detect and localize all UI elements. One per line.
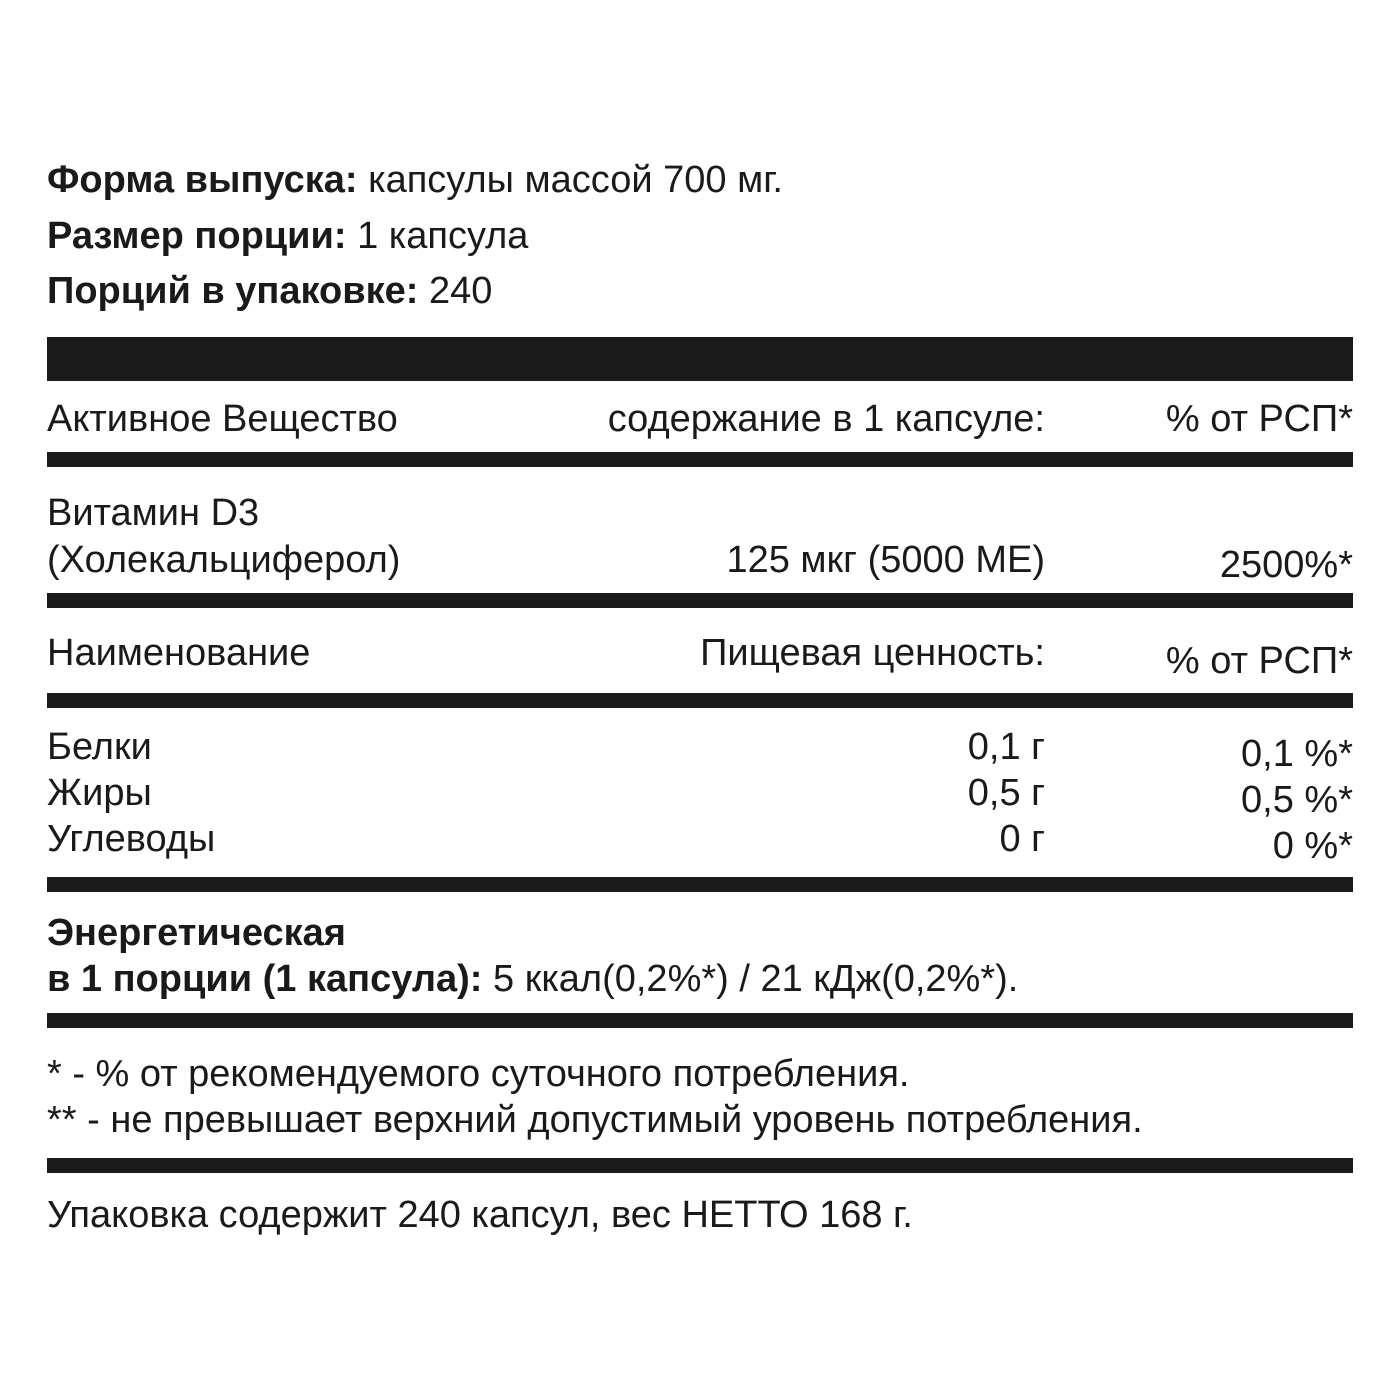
energy-label-line2: в 1 порции (1 капсула):: [47, 958, 483, 1000]
divider: [47, 593, 1353, 608]
divider: [47, 693, 1353, 708]
table-row-percent: 0,5 %*: [1241, 779, 1353, 821]
table-row-percent: 0 %*: [1272, 825, 1353, 867]
energy-label-line1: Энергетическая: [47, 912, 346, 954]
table-row-name: Жиры: [47, 772, 152, 814]
divider: [47, 452, 1353, 467]
serving-value: 1 капсула: [357, 215, 529, 257]
servings-line: [47, 268, 492, 314]
footnote: ** - не превышает верхний допустимый уровень потребления.: [47, 1099, 1143, 1141]
divider: [47, 877, 1353, 892]
energy-line: [47, 956, 1018, 1002]
divider: [47, 1013, 1353, 1028]
table-row-name: Белки: [47, 726, 152, 768]
form-label: Форма выпуска:: [47, 159, 358, 201]
nutrition-col-value: Пищевая ценность:: [700, 632, 1045, 674]
active-col-percent: % от РСП*: [1165, 398, 1353, 440]
vitamin-amount: 125 мкг (5000 МЕ): [726, 539, 1045, 581]
vitamin-name-line2: (Холекальциферол): [47, 539, 401, 581]
table-row-value: 0,5 г: [967, 772, 1045, 814]
energy-value: 5 ккал(0,2%*) / 21 кДж(0,2%*).: [493, 958, 1019, 1000]
table-row-value: 0 г: [999, 818, 1045, 860]
vitamin-percent: 2500%*: [1219, 544, 1353, 586]
footnote: * - % от рекомендуемого суточного потребления.: [47, 1053, 910, 1095]
package-note: Упаковка содержит 240 капсул, вес НЕТТО 168 г.: [47, 1194, 913, 1236]
vitamin-name-line1: Витамин D3: [47, 492, 260, 534]
top-divider: [47, 337, 1353, 381]
table-row-name: Углеводы: [47, 818, 216, 860]
divider: [47, 1158, 1353, 1173]
active-col-amount: содержание в 1 капсуле:: [607, 398, 1045, 440]
servings-value: 240: [428, 270, 493, 312]
form-line: [47, 157, 783, 203]
servings-label: Порций в упаковке:: [47, 270, 419, 312]
active-col-name: Активное Вещество: [47, 398, 398, 440]
serving-label: Размер порции:: [47, 215, 347, 257]
nutrition-col-name: Наименование: [47, 632, 311, 674]
table-row-percent: 0,1 %*: [1241, 733, 1353, 775]
serving-line: [47, 213, 528, 259]
table-row-value: 0,1 г: [967, 726, 1045, 768]
form-value: капсулы массой 700 мг.: [368, 159, 783, 201]
nutrition-col-percent: % от РСП*: [1165, 640, 1353, 682]
